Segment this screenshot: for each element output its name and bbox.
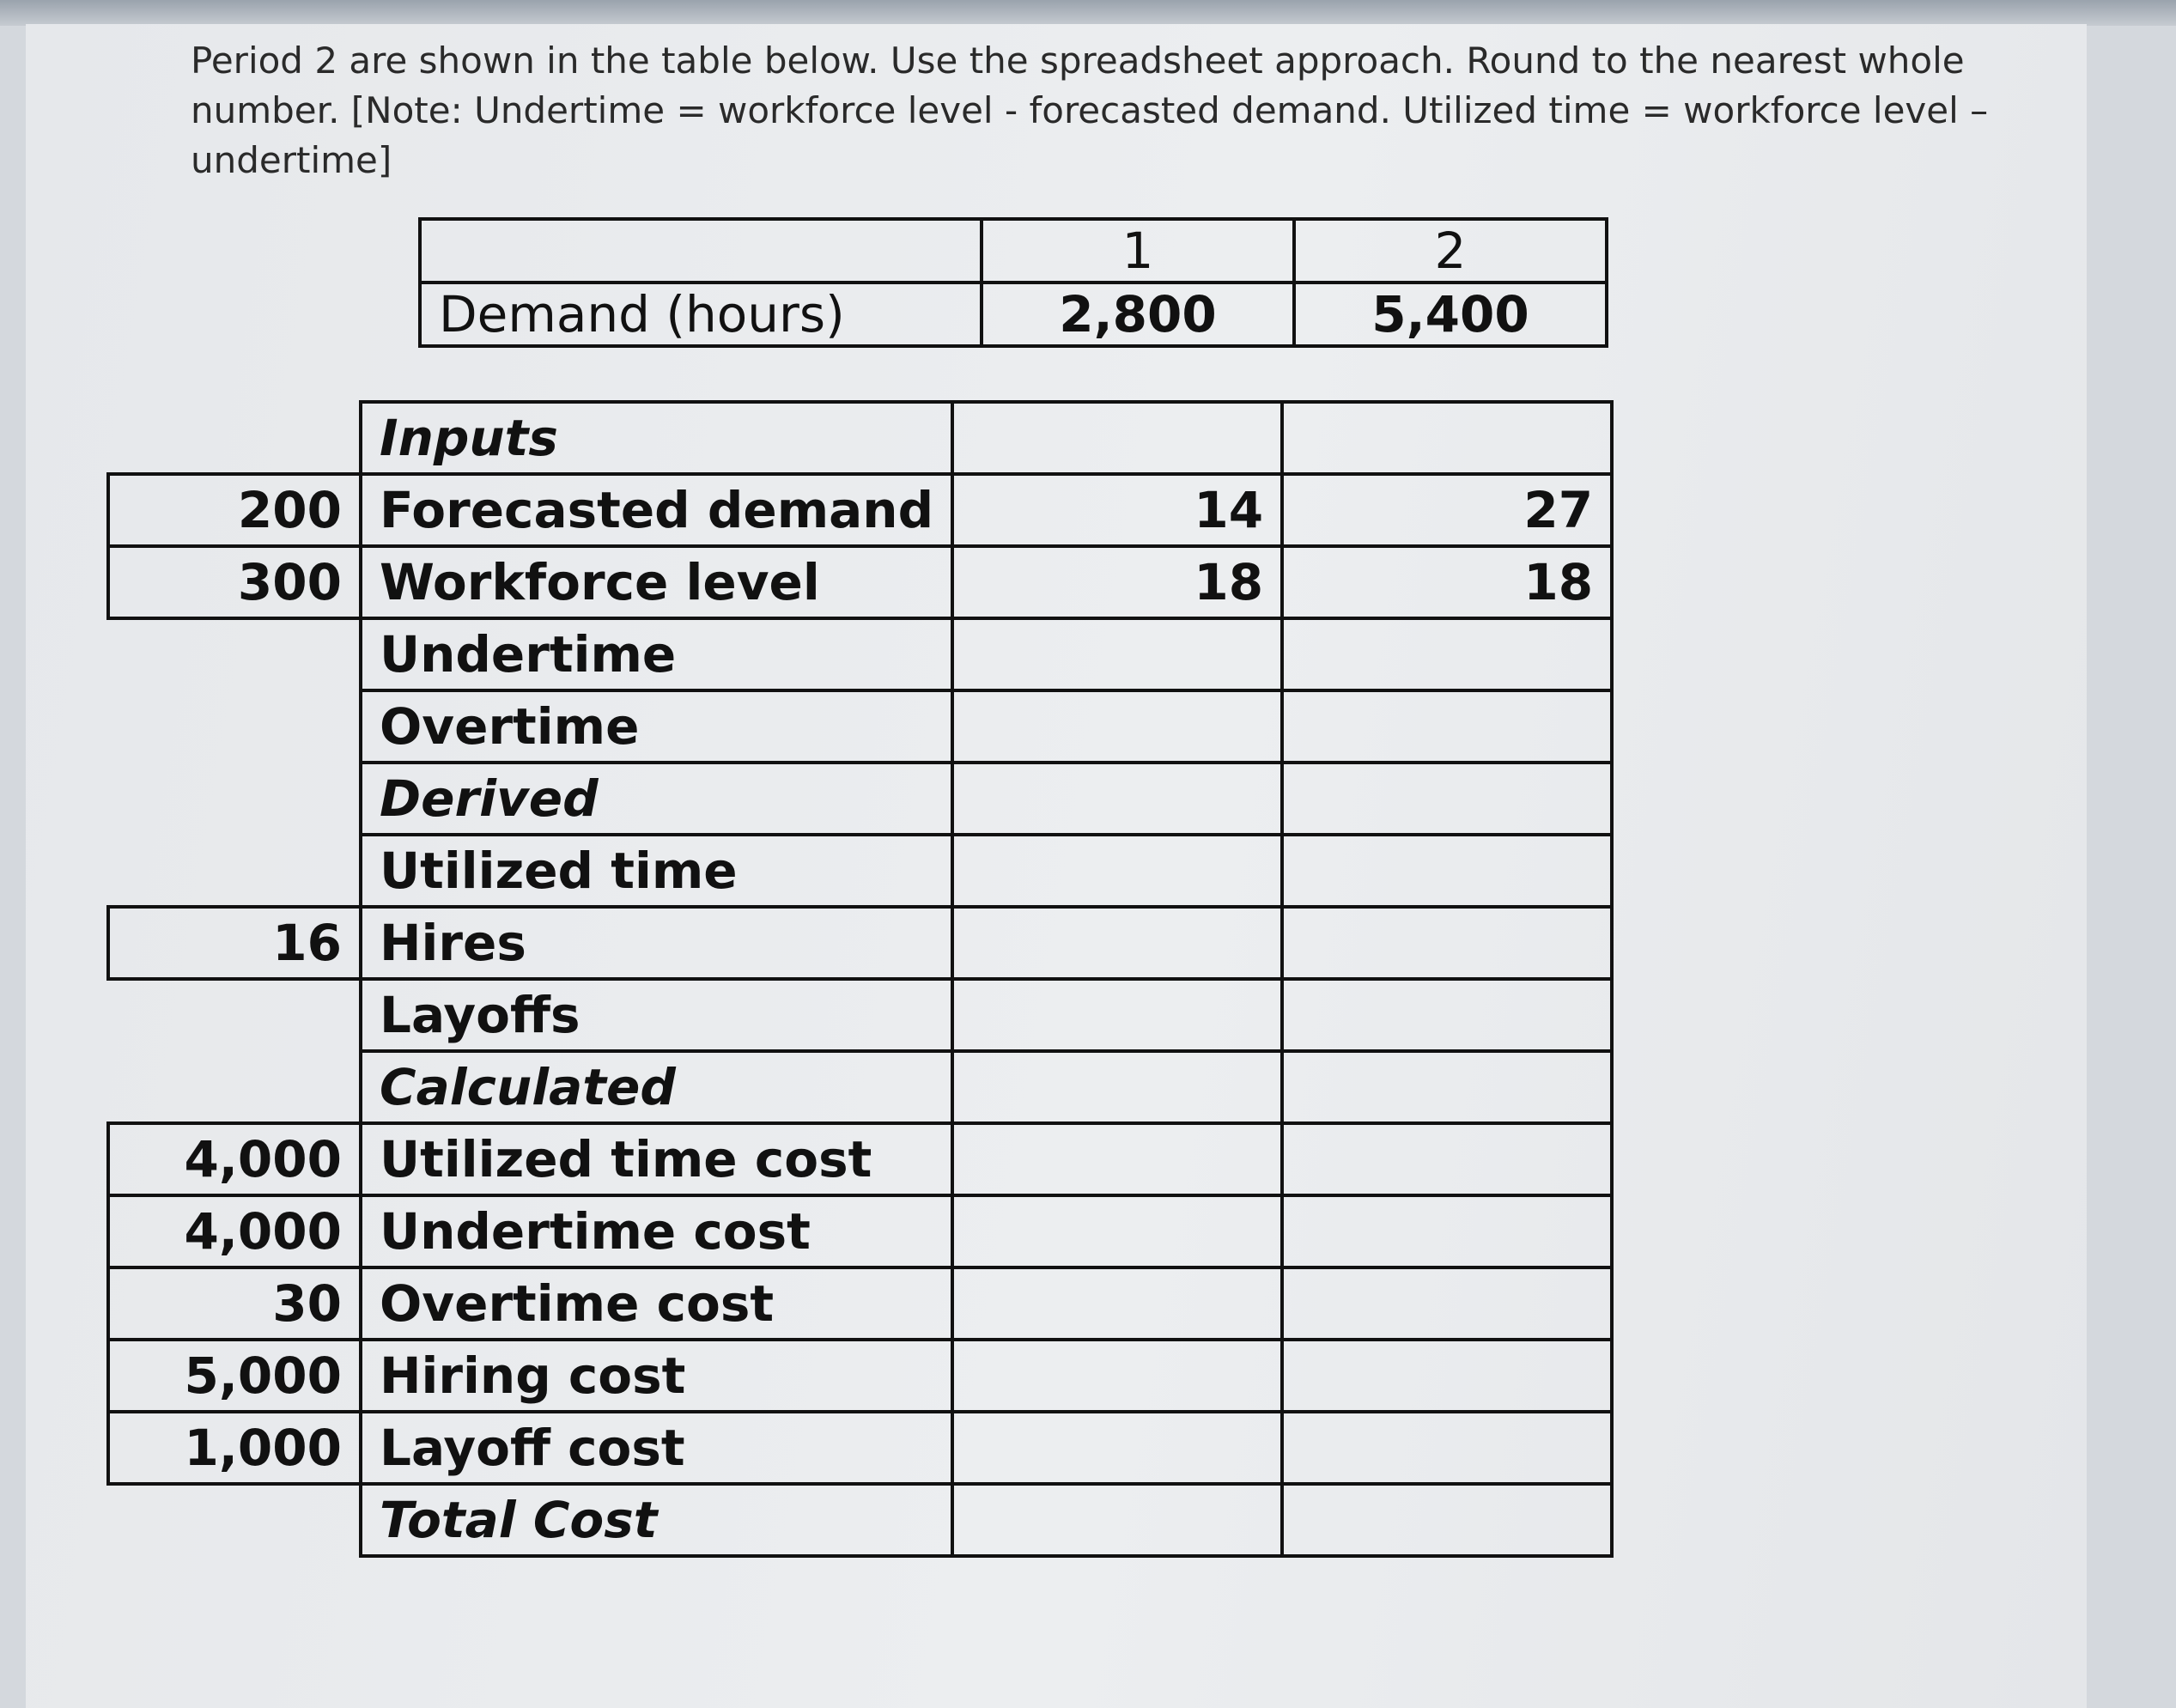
demand-period-2: 5,400	[1294, 283, 1607, 346]
period-2-cell[interactable]	[1282, 979, 1612, 1051]
cost-parameter-cell	[108, 763, 361, 835]
period-2-cell[interactable]	[1282, 1051, 1612, 1123]
demand-table	[418, 217, 1608, 348]
period-1-cell[interactable]	[952, 1484, 1282, 1556]
row-label: Hiring cost	[361, 1340, 952, 1412]
period-2-cell[interactable]	[1282, 1340, 1612, 1412]
period-2-cell[interactable]	[1282, 1267, 1612, 1340]
cost-parameter-cell: 30	[108, 1267, 361, 1340]
period-2-cell[interactable]	[1282, 1484, 1612, 1556]
cost-parameter-cell: 16	[108, 907, 361, 979]
spreadsheet-row	[108, 907, 1612, 979]
row-label: Utilized time	[361, 835, 952, 907]
row-label: Inputs	[361, 402, 952, 474]
period-1-cell[interactable]	[952, 402, 1282, 474]
cost-parameter-cell	[108, 835, 361, 907]
cost-parameter-cell	[108, 979, 361, 1051]
cost-parameter-cell: 200	[108, 474, 361, 546]
cost-parameter-cell	[108, 1484, 361, 1556]
period-2-cell[interactable]	[1282, 1195, 1612, 1267]
spreadsheet-row	[108, 1051, 1612, 1123]
spreadsheet-row	[108, 1484, 1612, 1556]
period-1-cell[interactable]	[952, 1340, 1282, 1412]
spreadsheet-row	[108, 979, 1612, 1051]
row-label: Layoffs	[361, 979, 952, 1051]
cost-parameter-cell	[108, 1051, 361, 1123]
period-1-cell[interactable]	[952, 1051, 1282, 1123]
row-label: Hires	[361, 907, 952, 979]
period-2-cell[interactable]	[1282, 835, 1612, 907]
cost-parameter-cell: 4,000	[108, 1123, 361, 1195]
row-label: Derived	[361, 763, 952, 835]
period-2-cell[interactable]	[1282, 402, 1612, 474]
row-label: Total Cost	[361, 1484, 952, 1556]
spreadsheet-row	[108, 546, 1612, 618]
cost-parameter-cell: 5,000	[108, 1340, 361, 1412]
spreadsheet-row	[108, 1195, 1612, 1267]
cost-parameter-cell: 1,000	[108, 1412, 361, 1484]
period-2-cell[interactable]	[1282, 618, 1612, 690]
demand-header-period-2: 2	[1294, 219, 1607, 283]
period-2-cell[interactable]	[1282, 907, 1612, 979]
row-label: Calculated	[361, 1051, 952, 1123]
instructions-text: Period 2 are shown in the table below. Use the spreadsheet approach. Round to the nearest whole number. [Note: Undertime = workforce level - forecasted demand. Utilized time = workforce level – undertime]	[191, 40, 1989, 181]
period-1-cell[interactable]	[952, 1195, 1282, 1267]
spreadsheet-row	[108, 763, 1612, 835]
cost-parameter-cell: 300	[108, 546, 361, 618]
spreadsheet-row	[108, 618, 1612, 690]
period-1-cell[interactable]	[952, 1123, 1282, 1195]
demand-header-blank	[420, 219, 982, 283]
period-1-cell[interactable]	[952, 763, 1282, 835]
row-label: Undertime	[361, 618, 952, 690]
spreadsheet-row	[108, 474, 1612, 546]
row-label: Overtime cost	[361, 1267, 952, 1340]
period-1-cell[interactable]	[952, 618, 1282, 690]
spreadsheet-row	[108, 1340, 1612, 1412]
period-2-cell[interactable]	[1282, 763, 1612, 835]
cost-parameter-cell	[108, 690, 361, 763]
row-label: Forecasted demand	[361, 474, 952, 546]
spreadsheet-row	[108, 690, 1612, 763]
row-label: Overtime	[361, 690, 952, 763]
period-2-cell: 18	[1282, 546, 1612, 618]
row-label: Layoff cost	[361, 1412, 952, 1484]
row-label: Workforce level	[361, 546, 952, 618]
top-bar	[0, 0, 2176, 26]
row-label: Utilized time cost	[361, 1123, 952, 1195]
period-2-cell[interactable]	[1282, 1123, 1612, 1195]
period-1-cell: 18	[952, 546, 1282, 618]
demand-period-1: 2,800	[982, 283, 1294, 346]
period-2-cell[interactable]	[1282, 1412, 1612, 1484]
spreadsheet-table	[106, 400, 1614, 1558]
period-1-cell[interactable]	[952, 979, 1282, 1051]
cost-parameter-cell	[108, 618, 361, 690]
row-label: Undertime cost	[361, 1195, 952, 1267]
demand-header-row	[420, 219, 1607, 283]
spreadsheet-row	[108, 402, 1612, 474]
period-1-cell[interactable]	[952, 1412, 1282, 1484]
demand-row	[420, 283, 1607, 346]
spreadsheet-row	[108, 1267, 1612, 1340]
period-1-cell[interactable]	[952, 690, 1282, 763]
spreadsheet-row	[108, 835, 1612, 907]
cost-parameter-cell	[108, 402, 361, 474]
period-2-cell[interactable]	[1282, 690, 1612, 763]
spreadsheet-row	[108, 1412, 1612, 1484]
period-2-cell: 27	[1282, 474, 1612, 546]
demand-label: Demand (hours)	[420, 283, 982, 346]
period-1-cell: 14	[952, 474, 1282, 546]
period-1-cell[interactable]	[952, 835, 1282, 907]
spreadsheet-row	[108, 1123, 1612, 1195]
period-1-cell[interactable]	[952, 1267, 1282, 1340]
cost-parameter-cell: 4,000	[108, 1195, 361, 1267]
period-1-cell[interactable]	[952, 907, 1282, 979]
demand-header-period-1: 1	[982, 219, 1294, 283]
